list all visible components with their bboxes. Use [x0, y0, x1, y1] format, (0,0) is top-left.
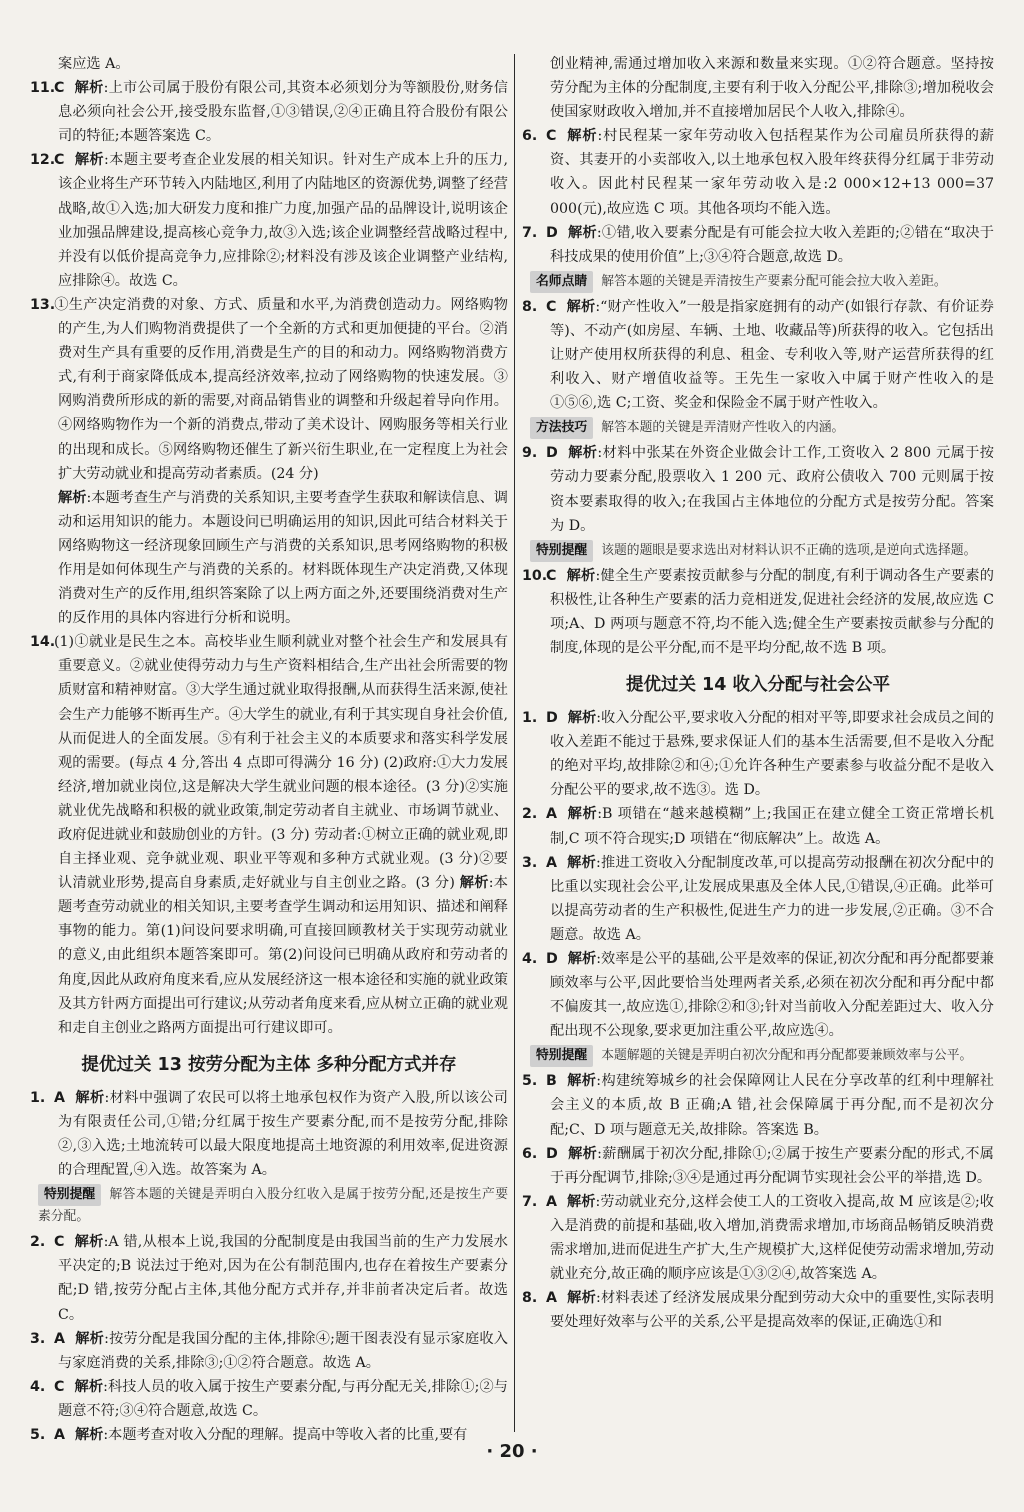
page-number: · 20 · — [486, 1441, 538, 1462]
s13-answer-2: 2. C 解析:A 错,从根本上说,我国的分配制度是由我国当前的生产力发展水平决定的;B 说法过于绝对,因为在公有制范围内,也存在着按生产要素分配;D 错,按劳分配占主体,其他分配方式并存,并非前者决定后者。故选 C。 — [30, 1234, 508, 1323]
s14-answer-8: 8. A 解析:材料表述了经济发展成果分配到劳动大众中的重要性,实际表明要处理好效率与公平的关系,公平是提高效率的保证,正确选①和 — [522, 1290, 994, 1331]
answer-14: 14.(1)①就业是民生之本。高校毕业生顺利就业对整个社会生产和发展具有重要意义。②就业使得劳动力与生产资料相结合,生产出社会所需要的物质财富和精神财富。③大学生通过就业取得报酬,从而获得生活来源,使社会生产力能够不断再生产。④大学生的就业,有利于其实现自身社会价值,从而促进人的全面发展。⑤有利于社会主义的本质要求和落实科学发展观的需要。(每点 4 分,答出 4 点即可得满分 16 分) (2)政府:①大力发展经济,增加就业岗位,这是解决大学生就业问题的根本途径。(3 分)②实施就业优先战略和积极的就业政策,制定劳动者自主就业、市场调节就业、政府促进就业和鼓励创业的方针。(3 分) 劳动者:①树立正确的就业观,即自主择业观、竞争就业观、职业平等观和多种方式就业观。(3 分)②要认清就业形势,提高自身素质,走好就业与自主创业之路。(3 分) 解析:本题考查劳动就业的相关知识,主要考查学生调动和运用知识、描述和阐释事物的能力。第(1)问设问要求明确,可直接回顾教材关于实现劳动就业的意义,由此组织本题答案即可。第(2)问设问已明确从政府和劳动者的角度,因此从政府角度来看,应从发展经济这一根本途径和实施的就业政策及其方针两方面提出可行建议;从劳动者角度来看,应从树立正确的就业观和走自主创业之路两方面提出可行建议即可。 — [30, 634, 508, 1036]
s13-tip-1: 特别提醒 解答本题的关键是弄明白入股分红收入是属于按劳分配,还是按生产要素分配。 — [30, 1184, 508, 1228]
section-title-13: 提优过关 13 按劳分配为主体 多种分配方式并存 — [81, 1054, 457, 1075]
tip-badge: 特别提醒 — [38, 1184, 101, 1206]
s13-answer-4: 4. C 解析:科技人员的收入属于按生产要素分配,与再分配无关,排除①;②与题意不符;③④符合题意,故选 C。 — [30, 1378, 508, 1419]
s13-answer-7: 7. D 解析:①错,收入要素分配是有可能会拉大收入差距的;②错在“取决于科技成果的使用价值”上;③④符合题意,故选 D。 — [522, 224, 994, 265]
left-column — [30, 52, 508, 1447]
answer-13: 13.①生产决定消费的对象、方式、质量和水平,为消费创造动力。网络购物的产生,为人们购物消费提供了一个全新的方式和更加便捷的平台。②消费对生产具有重要的反作用,消费是生产的目的和动力。网络购物消费方式,有利于商家降低成本,提高经济效率,拉动了网络购物的快速发展。③网购消费所形成的新的需要,对商品销售业的调整和升级起着导向作用。④网络购物作为一个新的消费点,带动了美术设计、网购服务等相关行业的出现和成长。⑤网络购物还催生了新兴衍生职业,在一定程度上为社会扩大劳动就业和提高劳动者素质。(24 分) — [30, 296, 508, 482]
s14-answer-6: 6. D 解析:薪酬属于初次分配,排除①;②属于按生产要素分配的形式,不属于再分配调节,排除;③④是通过再分配调节实现社会公平的举措,选 D。 — [522, 1145, 994, 1186]
s14-answer-7: 7. A 解析:劳动就业充分,这样会使工人的工资收入提高,故 M 应该是②;收入是消费的前提和基础,收入增加,消费需求增加,市场商品畅销反映消费需求增加,进而促进生产扩大,生产规模扩大,这样促使劳动需求增加,劳动就业充分,故正确的顺序应该是①③②④,故答案选 A。 — [522, 1193, 994, 1283]
s13-answer-6: 6. C 解析:村民程某一家年劳动收入包括程某作为公司雇员所获得的薪资、其妻开的小卖部收入,以土地承包权入股年终获得分红属于非劳动收入。因此村民程某一家年劳动收入是:2 000×12+13 000=37 000(元),故应选 C 项。其他各项均不能入选。 — [522, 128, 994, 217]
s14-tip-4: 特别提醒 本题解题的关键是弄明白初次分配和再分配都要兼顾效率与公平。 — [522, 1045, 994, 1067]
answer-5-continued: 创业精神,需通过增加收入来源和数量来实现。①②符合题意。坚持按劳分配为主体的分配制度,主要有利于收入分配公平,排除③;增加税收会使国家财政收入增加,并不直接增加居民个人收入,排除④。 — [550, 56, 994, 121]
s13-tip-7: 名师点睛 解答本题的关键是弄清按生产要素分配可能会拉大收入差距。 — [522, 271, 994, 293]
answer-12: 12.C 解析:本题主要考查企业发展的相关知识。针对生产成本上升的压力,该企业将生产环节转入内陆地区,利用了内陆地区的资源优势,调整了经营战略,故①入选;加大研发力度和推广力度,加强产品的品牌设计,说明该企业加强品牌建设,提高核心竞争力,故③入选;该企业调整经营战略过程中,并没有以低价提高竞争力,应排除②;材料没有涉及该企业调整产业结构,应排除④。故选 C。 — [30, 152, 508, 289]
answer-11: 11.C 解析:上市公司属于股份有限公司,其资本必须划分为等额股份,财务信息必须向社会公开,接受股东监督,①③错误,②④正确且符合股份有限公司的特征;本题答案选 C。 — [30, 80, 508, 145]
s13-answer-5: 5. A 解析:本题考查对收入分配的理解。提高中等收入者的比重,要有 — [30, 1426, 468, 1443]
answer-13-analysis: 解析:本题考查生产与消费的关系知识,主要考查学生获取和解读信息、调动和运用知识的能力。本题设问已明确运用的知识,因此可结合材料关于网络购物这一经济现象回顾生产与消费的关系知识,思考网络购物的积极作用是如何体现生产与消费的关系的。材料既体现生产决定消费,又体现消费对生产的反作用,组织答案除了以上两方面之外,还要围绕消费对生产的反作用的具体内容进行分析和说明。 — [58, 489, 508, 627]
tip-badge: 名师点睛 — [530, 271, 593, 293]
s13-answer-3: 3. A 解析:按劳分配是我国分配的主体,排除④;题干图表没有显示家庭收入与家庭消费的关系,排除③;①②符合题意。故选 A。 — [30, 1330, 508, 1371]
s14-answer-5: 5. B 解析:构建统筹城乡的社会保障网让人民在分享改革的红利中理解社会主义的本质,故 B 正确;A 错,社会保障属于再分配,而不是初次分配;C、D 项与题意无关,故排除。答案选 B。 — [522, 1073, 994, 1138]
s14-answer-3: 3. A 解析:推进工资收入分配制度改革,可以提高劳动报酬在初次分配中的比重以实现社会公平,让发展成果惠及全体人民,①错误,④正确。此举可以提高劳动者的生产积极性,促进生产力的进一步发展,②正确。③不合题意。故选 A。 — [522, 854, 994, 943]
intro-line: 案应选 A。 — [58, 56, 130, 72]
column-divider — [514, 54, 515, 1432]
s13-answer-10: 10.C 解析:健全生产要素按贡献参与分配的制度,有利于调动各生产要素的积极性,让各种生产要素的活力竞相迸发,促进社会经济的发展,故应选 C 项;A、D 两项与题意不符,均不能入选;健全生产要素按贡献参与分配的制度,体现的是公平分配,而不是平均分配,故不选 B 项。 — [522, 567, 994, 656]
s14-answer-1: 1. D 解析:收入分配公平,要求收入分配的相对平等,即要求社会成员之间的收入差距不能过于悬殊,要求保证人们的基本生活需要,但不是收入分配的绝对平均,故排除②和④;①允许各种生产要素参与收益分配不是收入分配公平的要求,故不选③。选 D。 — [522, 710, 994, 799]
s13-answer-8: 8. C 解析:“财产性收入”一般是指家庭拥有的动产(如银行存款、有价证券等)、不动产(如房屋、车辆、土地、收藏品等)所获得的收入。它包括出让财产使用权所获得的利息、租金、专利收入等,财产运营所获得的红利收入、财产增值收益等。王先生一家收入中属于财产性收入的是①⑤⑥,选 C;工资、奖金和保险金不属于财产性收入。 — [522, 298, 994, 412]
tip-badge: 特别提醒 — [530, 1045, 593, 1067]
s13-tip-8: 方法技巧 解答本题的关键是弄清财产性收入的内涵。 — [522, 417, 994, 439]
s13-tip-9: 特别提醒 该题的题眼是要求选出对材料认识不正确的选项,是逆向式选择题。 — [522, 540, 994, 562]
right-column — [522, 52, 994, 1334]
tip-badge: 特别提醒 — [530, 540, 593, 562]
s14-answer-2: 2. A 解析:B 项错在“越来越模糊”上;我国正在建立健全工资正常增长机制,C 项不符合现实;D 项错在“彻底解决”上。故选 A。 — [522, 806, 994, 847]
section-title-14: 提优过关 14 收入分配与社会公平 — [625, 675, 891, 696]
s13-answer-1: 1. A 解析:材料中强调了农民可以将土地承包权作为资产入股,所以该公司为有限责任公司,①错;分红属于按生产要素分配,而不是按劳分配,排除②,③入选;土地流转可以最大限度地提高土地资源的利用效率,促进资源的合理配置,④入选。故答案为 A。 — [30, 1089, 508, 1179]
s13-answer-9: 9. D 解析:材料中张某在外资企业做会计工作,工资收入 2 800 元属于按劳动力要素分配,股票收入 1 200 元、政府公债收入 700 元则属于按资本要素取得的收入;在我国占主体地位的分配方式是按劳分配。答案为 D。 — [522, 445, 994, 534]
tip-badge: 方法技巧 — [530, 417, 593, 439]
s14-answer-4: 4. D 解析:效率是公平的基础,公平是效率的保证,初次分配和再分配都要兼顾效率与公平,因此要恰当处理两者关系,必须在初次分配和再分配中都不偏废其一,故应选①,排除②和③;针对当前收入分配差距过大、收入分配出现不公现象,要求更加注重公平,故应选④。 — [522, 951, 994, 1040]
